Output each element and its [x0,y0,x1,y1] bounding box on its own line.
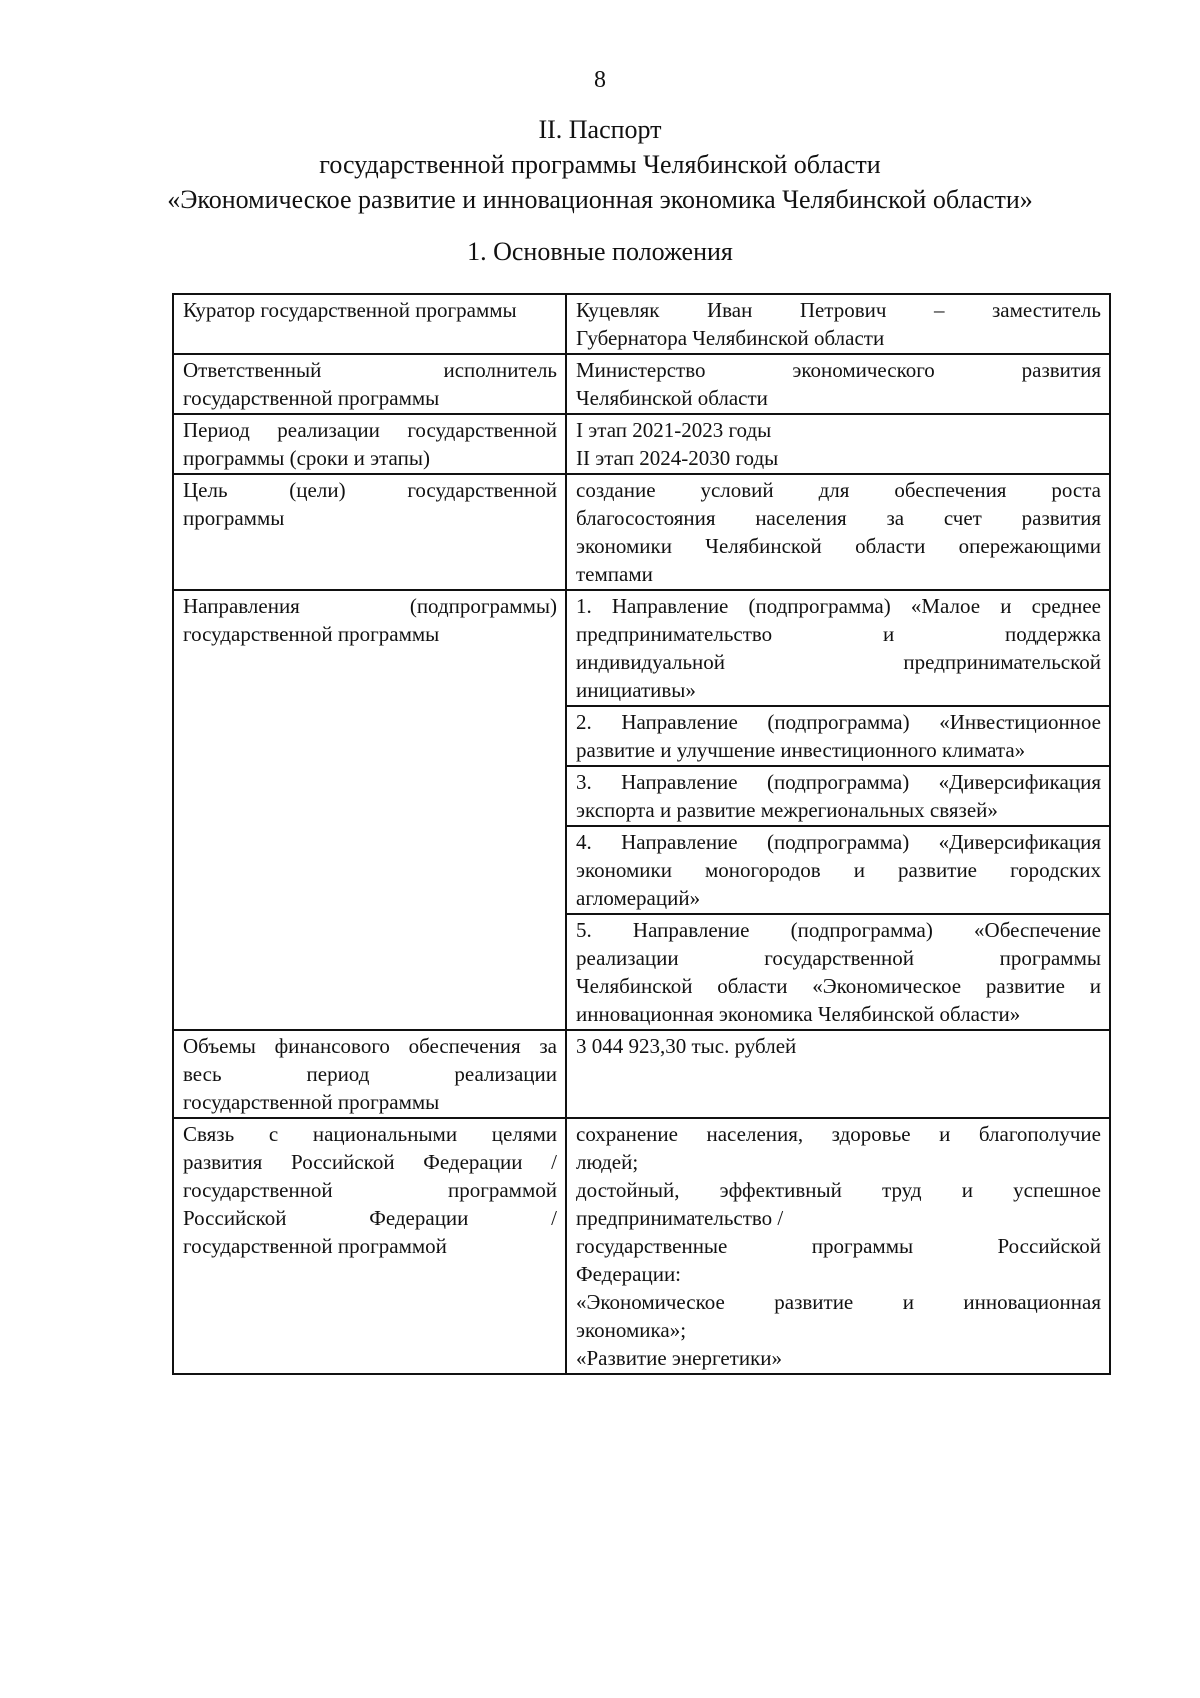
curator-value-cell [566,294,1110,354]
links-value-line-7: «Экономическое развитие и инновационная [576,1290,1101,1314]
curator-label: Куратор государственной программы [183,298,517,322]
funding-label-line-2: весь период реализации [183,1062,557,1086]
direction-5-line-1: 5. Направление (подпрограмма) «Обеспечение [576,918,1101,942]
funding-value: 3 044 923,30 тыс. рублей [576,1034,797,1058]
directions-label-cell [173,590,566,1030]
direction-1-line-4: инициативы» [576,678,696,702]
direction-4-line-3: агломераций» [576,886,701,910]
curator-value-line-2: Губернатора Челябинской области [576,326,885,350]
links-label-line-5: государственной программой [183,1234,447,1258]
table-row-curator [173,294,1110,354]
goal-label-cell [173,474,566,590]
curator-value-line-1: Куцевляк Иван Петрович – заместитель [576,298,1101,322]
direction-5-line-4: инновационная экономика Челябинской области» [576,1002,1021,1026]
period-value-line-1: I этап 2021-2023 годы [576,418,772,442]
document-title [0,112,1200,217]
direction-5-cell [566,914,1110,1030]
links-value-line-5: государственные программы Российской [576,1234,1101,1258]
responsible-label-line-1: Ответственный исполнитель [183,358,557,382]
links-value-line-1: сохранение населения, здоровье и благополучие [576,1122,1101,1146]
links-label-line-1: Связь с национальными целями [183,1122,557,1146]
period-label-line-2: программы (сроки и этапы) [183,446,430,470]
direction-3-line-2: экспорта и развитие межрегиональных связей» [576,798,998,822]
goal-value-line-3: экономики Челябинской области опережающими [576,534,1101,558]
direction-5-line-3: Челябинской области «Экономическое развитие и [576,974,1101,998]
direction-1-line-2: предпринимательство и поддержка [576,622,1101,646]
links-value-line-8: экономика»; [576,1318,687,1342]
links-label-line-4: Российской Федерации / [183,1206,557,1230]
section-title: 1. Основные положения [467,237,733,266]
direction-2-line-2: развитие и улучшение инвестиционного климата» [576,738,1026,762]
links-label-line-3: государственной программой [183,1178,557,1202]
funding-label-line-1: Объемы финансового обеспечения за [183,1034,557,1058]
title-line-3: «Экономическое развитие и инновационная экономика Челябинской области» [167,185,1033,214]
responsible-label-line-2: государственной программы [183,386,440,410]
links-label-line-2: развития Российской Федерации / [183,1150,557,1174]
title-line-2: государственной программы Челябинской области [319,150,881,179]
links-label-cell [173,1118,566,1374]
links-value-line-3: достойный, эффективный труд и успешное [576,1178,1101,1202]
direction-1-line-3: индивидуальной предпринимательской [576,650,1101,674]
goal-value-cell [566,474,1110,590]
direction-4-line-1: 4. Направление (подпрограмма) «Диверсификация [576,830,1101,854]
links-value-line-2: людей; [576,1150,639,1174]
direction-3-cell [566,766,1110,826]
table-row-goal [173,474,1110,590]
table-row-direction-1 [173,590,1110,706]
period-label-cell [173,414,566,474]
directions-label-line-2: государственной программы [183,622,440,646]
funding-value-cell [566,1030,1110,1118]
period-value-line-2: II этап 2024-2030 годы [576,446,779,470]
goal-label-line-2: программы [183,506,285,530]
passport-table [172,293,1111,1375]
title-line-1: II. Паспорт [538,115,662,144]
goal-value-line-4: темпами [576,562,653,586]
links-value-cell [566,1118,1110,1374]
direction-4-line-2: экономики моногородов и развитие городских [576,858,1101,882]
curator-label-cell [173,294,566,354]
direction-4-cell [566,826,1110,914]
table-row-funding [173,1030,1110,1118]
goal-value-line-1: создание условий для обеспечения роста [576,478,1101,502]
funding-label-cell [173,1030,566,1118]
funding-label-line-3: государственной программы [183,1090,440,1114]
direction-1-line-1: 1. Направление (подпрограмма) «Малое и среднее [576,594,1101,618]
links-value-line-4: предпринимательство / [576,1206,784,1230]
table-row-links [173,1118,1110,1374]
responsible-value-cell [566,354,1110,414]
responsible-label-cell [173,354,566,414]
direction-2-cell [566,706,1110,766]
direction-3-line-1: 3. Направление (подпрограмма) «Диверсификация [576,770,1101,794]
responsible-value-line-1: Министерство экономического развития [576,358,1101,382]
period-value-cell [566,414,1110,474]
responsible-value-line-2: Челябинской области [576,386,768,410]
table-row-period [173,414,1110,474]
direction-1-cell [566,590,1110,706]
direction-5-line-2: реализации государственной программы [576,946,1101,970]
period-label-line-1: Период реализации государственной [183,418,557,442]
directions-label-line-1: Направления (подпрограммы) [183,594,557,618]
links-value-line-6: Федерации: [576,1262,682,1286]
goal-value-line-2: благосостояния населения за счет развития [576,506,1101,530]
table-row-responsible [173,354,1110,414]
direction-2-line-1: 2. Направление (подпрограмма) «Инвестиционное [576,710,1101,734]
links-value-line-9: «Развитие энергетики» [576,1346,783,1370]
goal-label-line-1: Цель (цели) государственной [183,478,557,502]
page-number: 8 [594,67,606,93]
